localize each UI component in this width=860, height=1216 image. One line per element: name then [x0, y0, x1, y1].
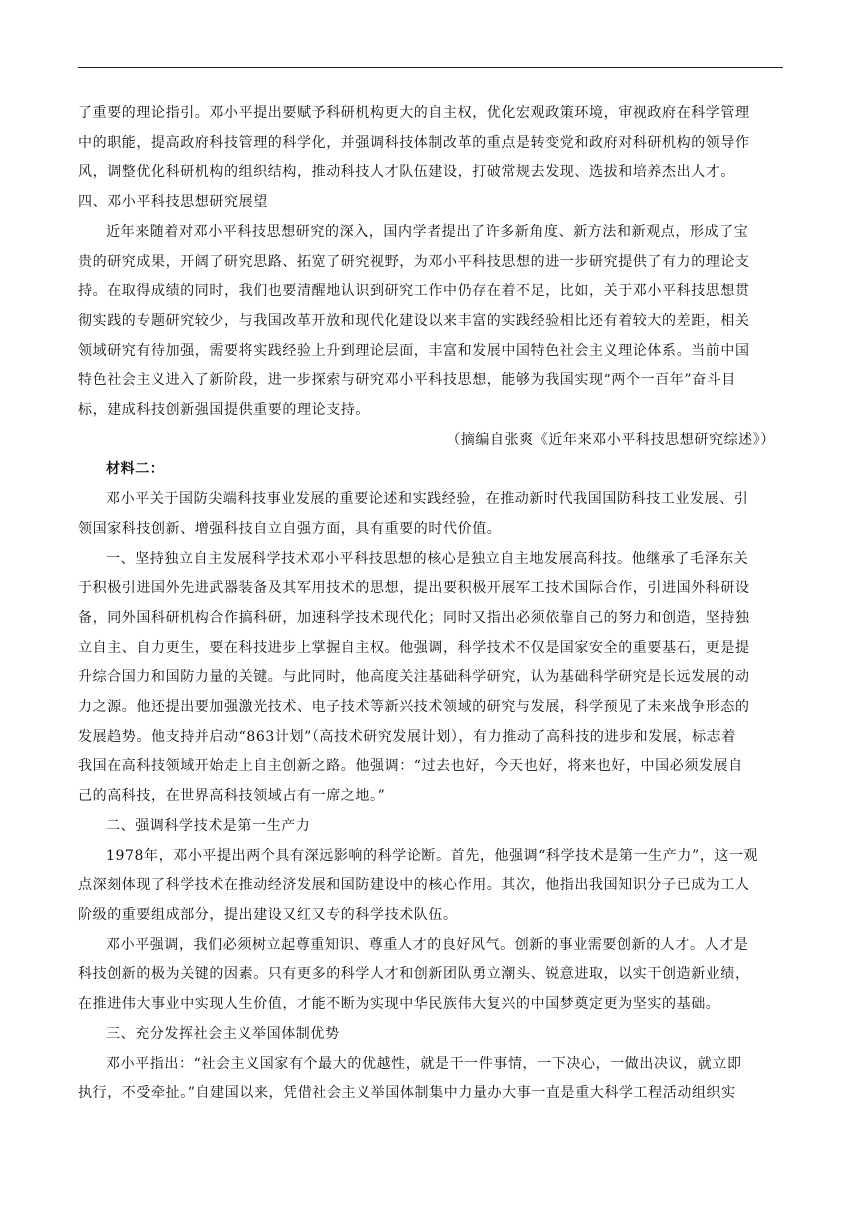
- document-page: [78, 0, 783, 1216]
- body-line: 科技创新的极为关键的因素。只有更多的科学人才和创新团队勇立潮头、锐意进取，以实干创造新业绩，: [78, 966, 750, 983]
- body-line: 风，调整优化科研机构的组织结构，推动科技人才队伍建设，打破常规去发现、选拔和培养杰出人才。: [78, 164, 735, 181]
- body-line: 中的职能，提高政府科技管理的科学化，并强调科技体制改革的重点是转变党和政府对科研机构的领导作: [78, 134, 750, 151]
- body-line: 领域研究有待加强，需要将实践经验上升到理论层面，丰富和发展中国特色社会主义理论体系。当前中国: [78, 342, 750, 359]
- body-line: 执行，不受牵扯。”自建国以来，凭借社会主义举国体制集中力量办大事一直是重大科学工程活动组织实: [78, 1085, 736, 1102]
- body-line: 特色社会主义进入了新阶段，进一步探索与研究邓小平科技思想，能够为我国实现“两个一百年”奋斗目: [78, 372, 736, 389]
- body-line: 立自主、自力更生，要在科技进步上掌握自主权。他强调，科学技术不仅是国家安全的重要基石，更是提: [78, 639, 750, 656]
- body-line: 己的高科技，在世界高科技领域占有一席之地。”: [78, 788, 386, 805]
- section-heading: 四、邓小平科技思想研究展望: [78, 194, 268, 211]
- source-citation: （摘编自张爽《近年来邓小平科技思想研究综述》）: [446, 431, 775, 448]
- body-line: 领国家科技创新、增强科技自立自强方面，具有重要的时代价值。: [78, 520, 502, 537]
- body-line: 力之源。他还提出要加强激光技术、电子技术等新兴技术领域的研究与发展，科学预见了未来战争形态的: [78, 699, 750, 716]
- body-line: 持。在取得成绩的同时，我们也要清醒地认识到研究工作中仍存在着不足，比如，关于邓小平科技思想贯: [78, 283, 750, 300]
- body-line: 于积极引进国外先进武器装备及其军用技术的思想，提出要积极开展军工技术国际合作，引进国外科研设: [78, 580, 750, 597]
- body-line: 升综合国力和国防力量的关键。与此同时，他高度关注基础科学研究，认为基础科学研究是长远发展的动: [78, 669, 750, 686]
- body-line: 彻实践的专题研究较少，与我国改革开放和现代化建设以来丰富的实践经验相比还有着较大的差距，相关: [78, 312, 750, 329]
- material-heading: 材料二：: [106, 461, 165, 478]
- body-line: 备，同外国科研机构合作搞科研，加速科学技术现代化；同时又指出必须依靠自己的努力和创造，坚持独: [78, 609, 750, 626]
- paragraph-start: 近年来随着对邓小平科技思想研究的深入，国内学者提出了许多新角度、新方法和新观点，形成了宝: [106, 223, 749, 240]
- body-line: 标，建成科技创新强国提供重要的理论支持。: [78, 402, 370, 419]
- body-line: 发展趋势。他支持并启动“863计划”（高技术研究发展计划），有力推动了高科技的进步和发展，标志着: [78, 728, 736, 745]
- body-line: 阶级的重要组成部分，提出建设又红又专的科学技术队伍。: [78, 906, 458, 923]
- paragraph-start: 1978年，邓小平提出两个具有深远影响的科学论断。首先，他强调“科学技术是第一生产力”，这一观: [106, 847, 759, 864]
- header-rule: [78, 67, 783, 68]
- paragraph-start: 一、坚持独立自主发展科学技术邓小平科技思想的核心是独立自主地发展高科技。他继承了毛泽东关: [106, 550, 749, 567]
- body-line: 在推进伟大事业中实现人生价值，才能不断为实现中华民族伟大复兴的中国梦奠定更为坚实的基础。: [78, 996, 721, 1013]
- body-line: 贵的研究成果，开阔了研究思路、拓宽了研究视野，为邓小平科技思想的进一步研究提供了有力的理论支: [78, 253, 750, 270]
- paragraph-start: 邓小平强调，我们必须树立起尊重知识、尊重人才的良好风气。创新的事业需要创新的人才。人才是: [106, 936, 749, 953]
- body-line: 我国在高科技领域开始走上自主创新之路。他强调：“过去也好，今天也好，将来也好，中国必须发展自: [78, 758, 743, 775]
- paragraph-start: 邓小平关于国防尖端科技事业发展的重要论述和实践经验，在推动新时代我国国防科技工业发展、引: [106, 491, 749, 508]
- body-line: 了重要的理论指引。邓小平提出要赋予科研机构更大的自主权，优化宏观政策环境，审视政府在科学管理: [78, 105, 750, 121]
- section-heading: 三、充分发挥社会主义举国体制优势: [106, 1025, 340, 1042]
- paragraph-start: 邓小平指出：“社会主义国家有个最大的优越性，就是干一件事情，一下决心，一做出决议，就立即: [106, 1055, 742, 1072]
- body-line: 点深刻体现了科学技术在推动经济发展和国防建设中的核心作用。其次，他指出我国知识分子已成为工人: [78, 877, 750, 894]
- section-heading: 二、强调科学技术是第一生产力: [106, 817, 311, 834]
- document-body: [78, 99, 783, 1109]
